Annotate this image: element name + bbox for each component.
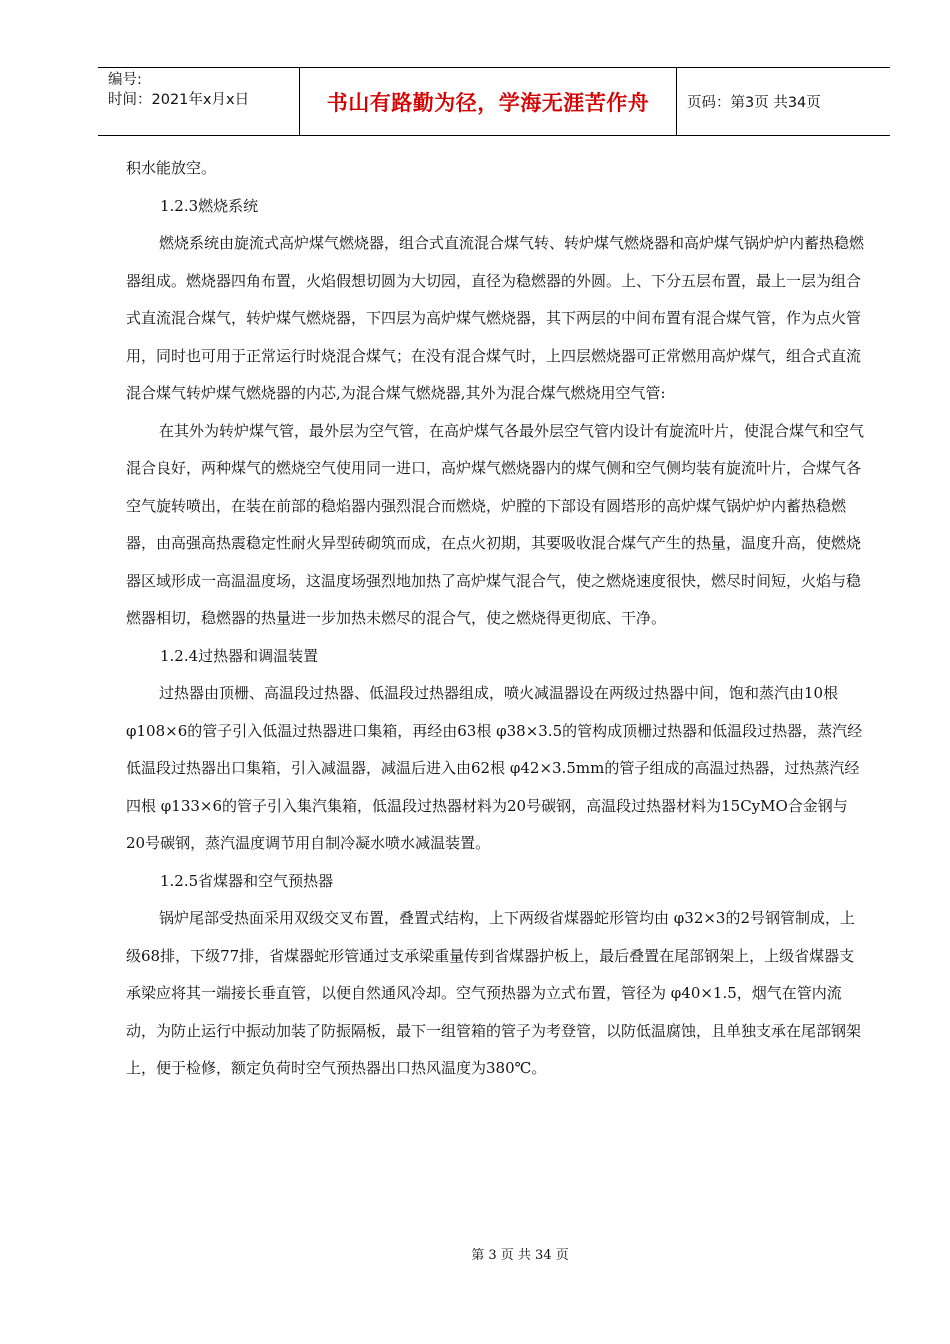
paragraph-superheater: 过热器由顶栅、高温段过热器、低温段过热器组成，喷火减温器设在两级过热器中间，饱和蒸汽由10根 φ108×6的管子引入低温过热器进口集箱，再经由63根 φ38×3.5的管构成顶栅过热器和低温段过热器，蒸汽经低温段过热器出口集箱，引入减温器，减温后进入由62根 φ42×3.5mm的管子组成的高温过热器，过热蒸汽经四根 φ133×6的管子引入集汽集箱，低温段过热器材料为20号碳钢，高温段过热器材料为15CyMO合金钢与20号碳钢，蒸汽温度调节用自制冷凝水喷水减温装置。: [126, 684, 863, 852]
page-header: [98, 67, 890, 136]
document-body: [126, 150, 864, 1088]
header-page-number: 页码：第3页 共34页: [687, 95, 821, 111]
section-heading-combustion: 1.2.3燃烧系统: [160, 196, 259, 215]
header-motto: 书山有路勤为径，学海无涯苦作舟: [300, 68, 677, 135]
section-heading-superheater: 1.2.4过热器和调温装置: [160, 646, 319, 665]
paragraph-economizer: 锅炉尾部受热面采用双级交叉布置，叠置式结构，上下两级省煤器蛇形管均由 φ32×3的2号钢管制成，上级68排，下级77排，省煤器蛇形管通过支承梁重量传到省煤器护板上，最后叠置在尾部钢架上，上级省煤器支承梁应将其一端接长垂直管，以便自然通风冷却。空气预热器为立式布置，管径为 φ40×1.5，烟气在管内流动，为防止运行中振动加装了防振隔板，最下一组管箱的管子为考登管，以防低温腐蚀，且单独支承在尾部钢架上，便于检修，额定负荷时空气预热器出口热风温度为380℃。: [126, 909, 862, 1077]
document-id-label: 编号:: [108, 72, 142, 88]
page-footer: 第 3 页 共 34 页: [471, 1248, 569, 1263]
document-time-label: 时间：2021年x月x日: [108, 92, 250, 108]
paragraph-continuation: 积水能放空。: [126, 159, 217, 177]
section-heading-economizer: 1.2.5省煤器和空气预热器: [160, 871, 334, 890]
paragraph-combustion-system: 燃烧系统由旋流式高炉煤气燃烧器，组合式直流混合煤气转、转炉煤气燃烧器和高炉煤气锅炉炉内蓄热稳燃器组成。燃烧器四角布置，火焰假想切圆为大切园，直径为稳燃器的外圆。上、下分五层布置，最上一层为组合式直流混合煤气，转炉煤气燃烧器，下四层为高炉煤气燃烧器，其下两层的中间布置有混合煤气管，作为点火管用，同时也可用于正常运行时烧混合煤气；在没有混合煤气时，上四层燃烧器可正常燃用高炉煤气，组合式直流混合煤气转炉煤气燃烧器的内芯,为混合煤气燃烧器,其外为混合煤气燃烧用空气管:: [126, 234, 865, 402]
paragraph-burner-details: 在其外为转炉煤气管，最外层为空气管，在高炉煤气各最外层空气管内设计有旋流叶片，使混合煤气和空气混合良好，两种煤气的燃烧空气使用同一进口，高炉煤气燃烧器内的煤气侧和空气侧均装有旋流叶片，合煤气各空气旋转喷出，在装在前部的稳焰器内强烈混合而燃烧，炉膛的下部设有圆塔形的高炉煤气锅炉炉内蓄热稳燃器，由高强高热震稳定性耐火异型砖砌筑而成，在点火初期，其要吸收混合煤气产生的热量，温度升高，使燃烧器区域形成一高温温度场，这温度场强烈地加热了高炉煤气混合气，使之燃烧速度很快，燃尽时间短，火焰与稳燃器相切，稳燃器的热量进一步加热未燃尽的混合气，使之燃烧得更彻底、干净。: [126, 421, 865, 627]
header-meta: [98, 68, 300, 135]
